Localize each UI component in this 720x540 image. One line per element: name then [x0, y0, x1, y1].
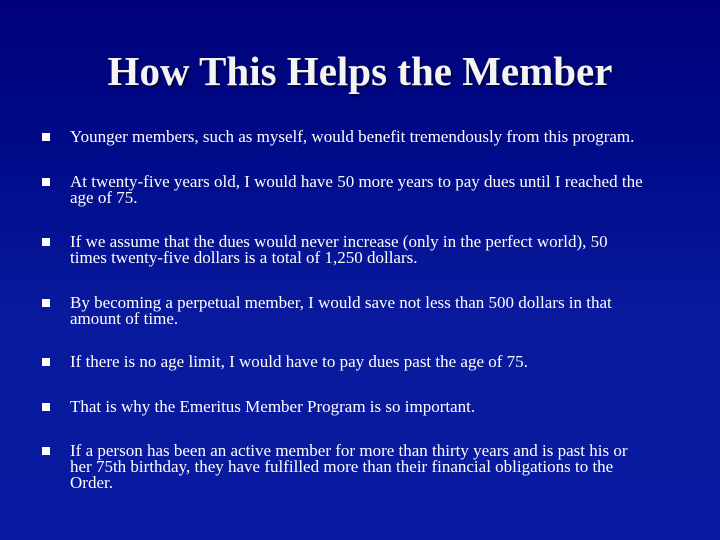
bullet-item	[42, 129, 692, 145]
square-bullet-icon	[42, 358, 50, 366]
bullet-text: If we assume that the dues would never increase (only in the perfect world), 50 times twenty-five dollars is a total of 1,250 dollars.	[70, 232, 608, 267]
bullet-item	[42, 174, 692, 206]
bullet-item	[42, 443, 692, 491]
bullet-text: Younger members, such as myself, would benefit tremendously from this program.	[70, 127, 635, 146]
square-bullet-icon	[42, 447, 50, 455]
square-bullet-icon	[42, 178, 50, 186]
slide-title: How This Helps the Member	[107, 48, 613, 94]
bullet-item	[42, 295, 692, 327]
bullet-item	[42, 234, 692, 266]
bullet-text: If there is no age limit, I would have to pay dues past the age of 75.	[70, 352, 528, 371]
bullet-text: That is why the Emeritus Member Program is so important.	[70, 397, 476, 416]
square-bullet-icon	[42, 238, 50, 246]
bullet-text: By becoming a perpetual member, I would save not less than 500 dollars in that amount of time.	[70, 293, 612, 328]
square-bullet-icon	[42, 133, 50, 141]
square-bullet-icon	[42, 299, 50, 307]
square-bullet-icon	[42, 403, 50, 411]
bullet-text: At twenty-five years old, I would have 50 more years to pay dues until I reached the age of 75.	[70, 172, 643, 207]
bullet-item	[42, 399, 692, 415]
bullet-text: If a person has been an active member for more than thirty years and is past his or her 75th birthday, they have fulfilled more than their financial obligations to the Order.	[70, 441, 628, 492]
bullet-item	[42, 354, 692, 370]
